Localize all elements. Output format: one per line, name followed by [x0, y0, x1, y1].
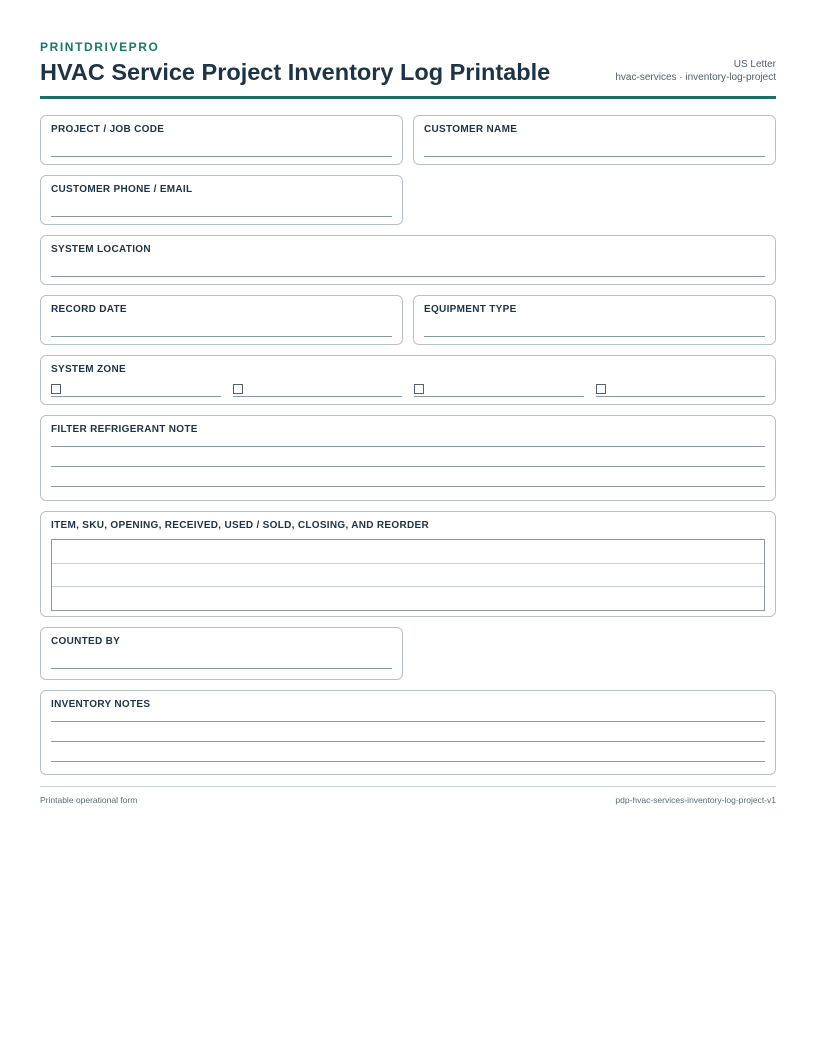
note-line[interactable]: [51, 447, 765, 467]
field-label: FILTER REFRIGERANT NOTE: [51, 424, 198, 435]
note-line[interactable]: [51, 722, 765, 742]
system-location-field: [40, 235, 776, 285]
zone-checkbox[interactable]: [596, 384, 606, 394]
field-row: [40, 235, 776, 285]
field-row: [40, 415, 776, 501]
form-page: [40, 40, 776, 805]
items-table-field: [40, 511, 776, 617]
field-row: [40, 175, 776, 225]
header-rule: [40, 96, 776, 99]
field-row: [40, 295, 776, 345]
note-line[interactable]: [51, 436, 765, 447]
system-zone-field: [40, 355, 776, 405]
field-label: COUNTED BY: [51, 636, 121, 647]
zone-checkbox[interactable]: [233, 384, 243, 394]
customer-name-input[interactable]: [424, 136, 765, 157]
form-id: pdp-hvac-services-inventory-log-project-v1: [615, 795, 776, 805]
note-line[interactable]: [51, 742, 765, 762]
header-meta: [615, 58, 776, 86]
equipment-type-field: [413, 295, 776, 345]
inventory-notes-field: [40, 690, 776, 775]
form-slug: hvac-services · inventory-log-project: [615, 72, 776, 83]
field-label: RECORD DATE: [51, 304, 127, 315]
system-location-input[interactable]: [51, 256, 765, 277]
page-title: HVAC Service Project Inventory Log Printable: [40, 59, 551, 85]
record-date-input[interactable]: [51, 316, 392, 337]
customer-phone-email-field: [40, 175, 403, 225]
project-job-code-input[interactable]: [51, 136, 392, 157]
field-row: [40, 355, 776, 405]
record-date-field: [40, 295, 403, 345]
field-label: ITEM, SKU, OPENING, RECEIVED, USED / SOLD, CLOSING, AND REORDER: [51, 520, 430, 531]
page-footer: [40, 786, 776, 805]
brand-name: PRINTDRIVEPRO: [40, 40, 160, 54]
field-row: [40, 627, 776, 680]
paper-size: US Letter: [733, 59, 776, 70]
zone-option: [596, 382, 766, 397]
zone-checkbox[interactable]: [51, 384, 61, 394]
note-line[interactable]: [51, 467, 765, 487]
field-label: PROJECT / JOB CODE: [51, 124, 165, 135]
zone-option: [51, 382, 221, 397]
field-label: INVENTORY NOTES: [51, 699, 151, 710]
customer-name-field: [413, 115, 776, 165]
table-row[interactable]: [52, 540, 764, 564]
table-row[interactable]: [52, 587, 764, 610]
project-job-code-field: [40, 115, 403, 165]
counted-by-input[interactable]: [51, 648, 392, 669]
field-label: SYSTEM ZONE: [51, 364, 126, 375]
system-zone-options: [51, 382, 765, 397]
table-row[interactable]: [52, 564, 764, 588]
equipment-type-input[interactable]: [424, 316, 765, 337]
field-label: EQUIPMENT TYPE: [424, 304, 517, 315]
zone-option: [414, 382, 584, 397]
field-label: SYSTEM LOCATION: [51, 244, 151, 255]
field-row: [40, 690, 776, 775]
field-label: CUSTOMER PHONE / EMAIL: [51, 184, 193, 195]
note-line[interactable]: [51, 711, 765, 722]
zone-option: [233, 382, 403, 397]
field-row: [40, 511, 776, 617]
items-table: [51, 539, 765, 611]
field-row: [40, 115, 776, 165]
form-fields: [40, 115, 776, 775]
zone-checkbox[interactable]: [414, 384, 424, 394]
customer-phone-email-input[interactable]: [51, 196, 392, 217]
footer-left-text: Printable operational form: [40, 795, 138, 805]
header-row: [40, 58, 776, 86]
field-label: CUSTOMER NAME: [424, 124, 518, 135]
counted-by-field: [40, 627, 403, 680]
filter-refrigerant-note-field: [40, 415, 776, 501]
